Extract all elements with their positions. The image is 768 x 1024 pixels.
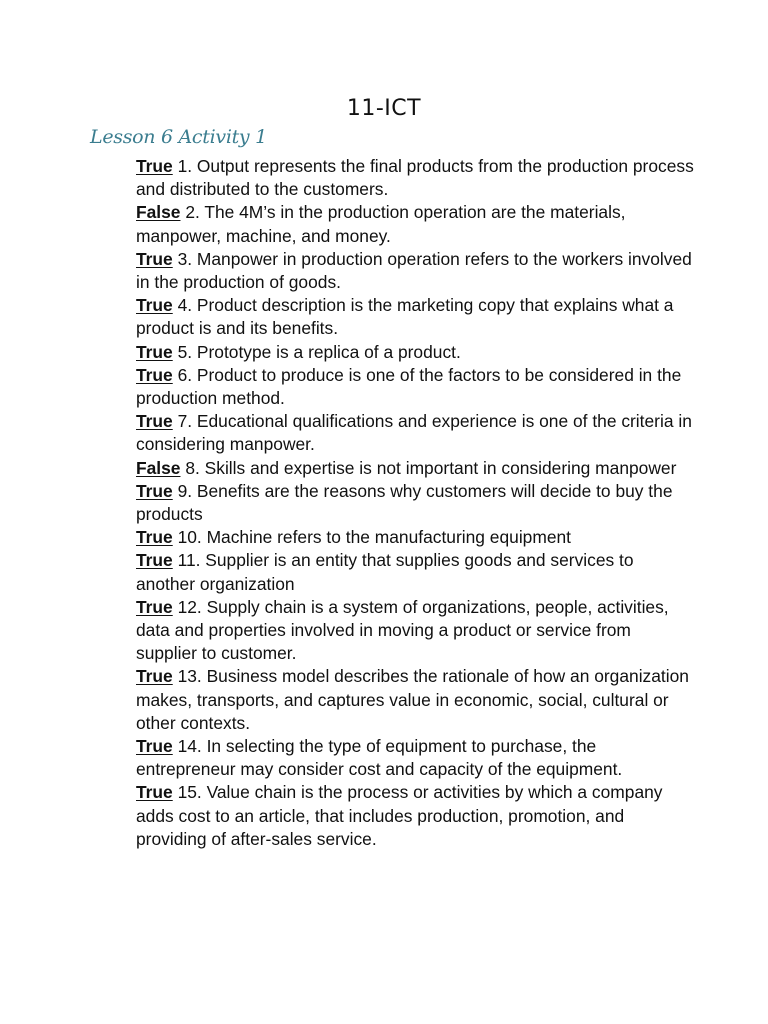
- statement-text: 13. Business model describes the rationale of how an organization makes, transports, and captures value in economic, social, cultural or other contexts.: [136, 666, 689, 733]
- statement-text: 2. The 4M’s in the production operation are the materials, manpower, machine, and money.: [136, 202, 626, 246]
- statement-text: 9. Benefits are the reasons why customers will decide to buy the products: [136, 480, 673, 525]
- list-item: [136, 665, 696, 735]
- answer-label: True: [136, 666, 173, 687]
- statement-text: 6. Product to produce is one of the factors to be considered in the production method.: [136, 364, 682, 409]
- list-item: [136, 735, 696, 781]
- answer-label: True: [136, 527, 173, 548]
- list-item: [136, 457, 696, 480]
- statement-text: 4. Product description is the marketing copy that explains what a product is and its benefits.: [136, 295, 674, 339]
- answer-label: True: [136, 736, 173, 757]
- list-item: [136, 480, 696, 526]
- statement-text: 10. Machine refers to the manufacturing equipment: [172, 527, 572, 548]
- statement-text: 1. Output represents the final products from the production process and distributed to the customers.: [136, 156, 694, 200]
- list-item: [136, 341, 696, 364]
- statement-text: 15. Value chain is the process or activities by which a company adds cost to an article, that includes production, promotion, and providing of after-sales service.: [136, 782, 663, 849]
- statement-text: 7. Educational qualifications and experience is one of the criteria in considering manpower.: [136, 411, 692, 455]
- answer-label: False: [136, 457, 181, 478]
- answer-label: True: [136, 550, 173, 571]
- answer-label: True: [136, 596, 173, 617]
- list-item: [136, 248, 696, 294]
- list-item: [136, 201, 696, 247]
- statement-text: 12. Supply chain is a system of organizations, people, activities, data and properties involved in moving a product or service from supplier to customer.: [136, 596, 669, 664]
- statement-text: 14. In selecting the type of equipment to purchase, the entrepreneur may consider cost and capacity of the equipment.: [136, 736, 623, 780]
- answer-label: True: [136, 341, 173, 362]
- list-item: [136, 294, 696, 340]
- list-item: [136, 596, 696, 666]
- answer-list: [136, 155, 696, 851]
- list-item: [136, 781, 696, 851]
- list-item: [136, 410, 696, 456]
- statement-text: 3. Manpower in production operation refers to the workers involved in the production of goods.: [136, 248, 692, 293]
- answer-label: True: [136, 480, 173, 501]
- statement-text: 8. Skills and expertise is not important in considering manpower: [180, 457, 677, 478]
- list-item: [136, 364, 696, 410]
- answer-label: False: [136, 202, 181, 223]
- answer-label: True: [136, 248, 173, 269]
- answer-label: True: [136, 411, 173, 432]
- list-item: [136, 549, 696, 595]
- answer-label: True: [136, 156, 173, 176]
- statement-text: 11. Supplier is an entity that supplies goods and services to another organization: [136, 550, 634, 594]
- statement-text: 5. Prototype is a replica of a product.: [172, 341, 461, 362]
- list-item: [136, 526, 696, 549]
- answer-label: True: [136, 782, 173, 803]
- page-title: 11-ICT: [346, 96, 422, 121]
- list-item: [136, 155, 696, 201]
- answer-label: True: [136, 364, 173, 385]
- lesson-heading: Lesson 6 Activity 1: [90, 126, 267, 148]
- answer-label: True: [136, 295, 173, 316]
